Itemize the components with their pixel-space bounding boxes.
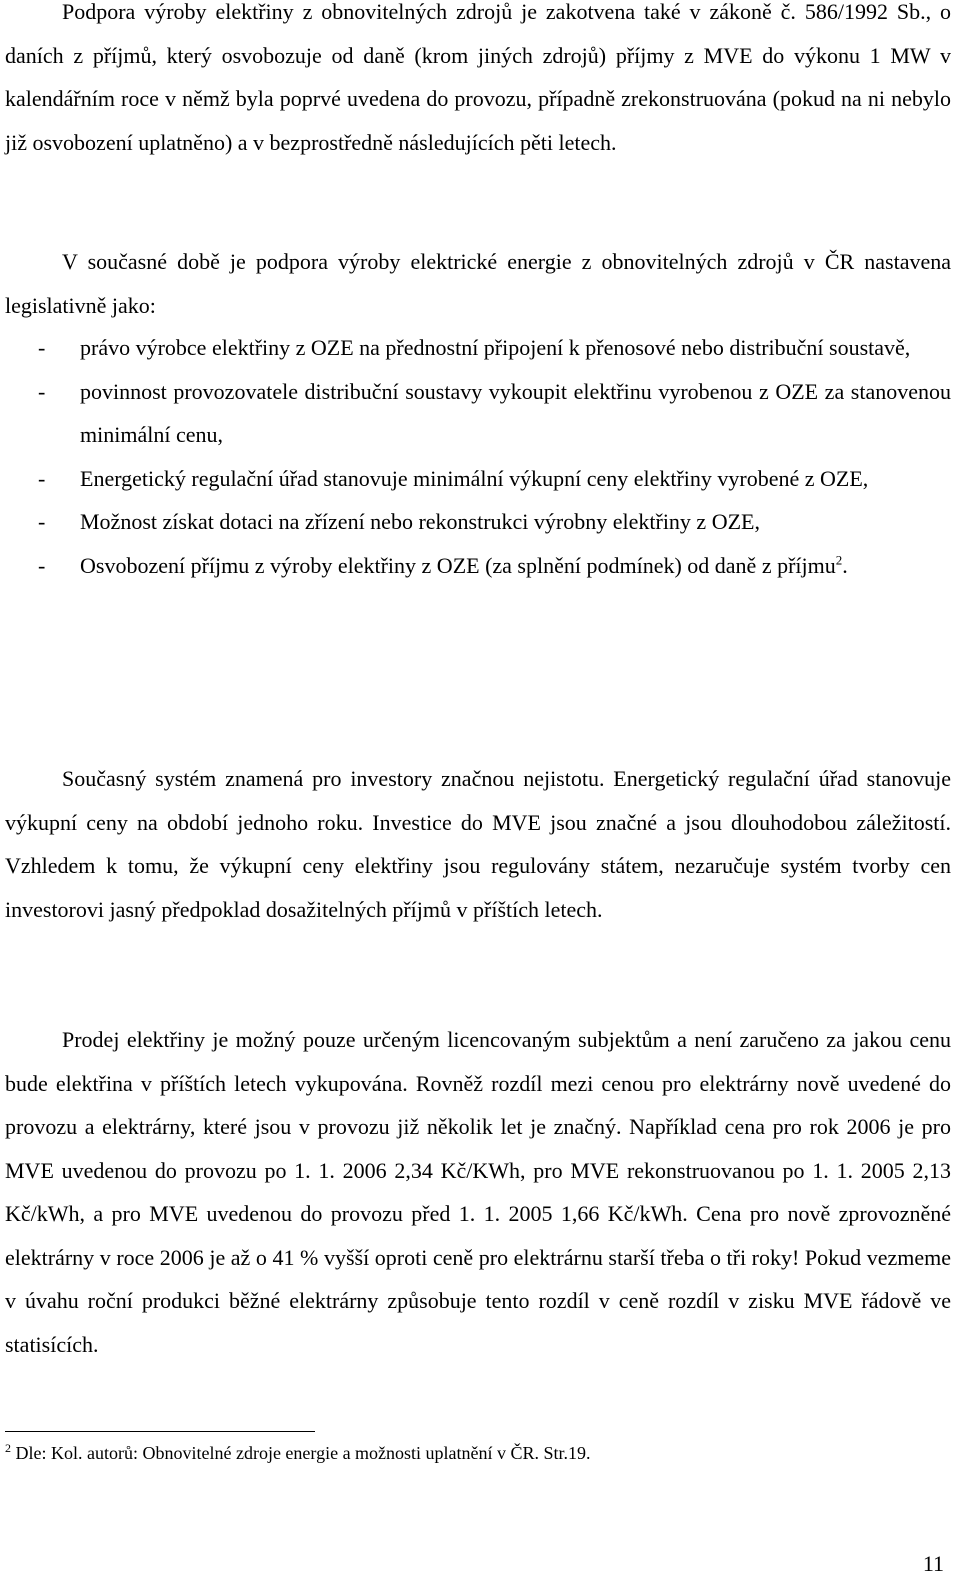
footnote	[5, 1441, 591, 1465]
footnote-separator	[5, 1431, 315, 1432]
list-item-text: Energetický regulační úřad stanovuje minimální výkupní ceny elektřiny vyrobené z OZE,	[80, 465, 869, 491]
list-item	[5, 500, 951, 544]
page-number: 11	[922, 1551, 944, 1576]
list-item-text: Možnost získat dotaci na zřízení nebo rekonstrukci výrobny elektřiny z OZE,	[80, 509, 760, 534]
paragraph-text: V současné době je podpora výroby elektrické energie z obnovitelných zdrojů v ČR nastavena legislativně jako:	[5, 249, 951, 318]
list-item	[5, 370, 951, 457]
footnote-reference[interactable]: 2	[835, 552, 843, 568]
list-item-text: Osvobození příjmu z výroby elektřiny z OZE (za splnění podmínek) od daně z příjmu	[80, 552, 836, 578]
list-dash: -	[38, 335, 46, 360]
footnote-text: Dle: Kol. autorů: Obnovitelné zdroje energie a možnosti uplatnění v ČR. Str.19.	[15, 1443, 591, 1463]
list-dash: -	[38, 378, 46, 404]
support-measures-list	[5, 326, 951, 587]
paragraph-text: Současný systém znamená pro investory značnou nejistotu. Energetický regulační úřad stanovuje výkupní ceny na období jednoho roku. Investice do MVE jsou značné a jsou dlouhodobou záležitostí. Vzhledem k tomu, že výkupní ceny elektřiny jsou regulovány státem, nezaručuje systém tvorby cen investorovi jasný předpoklad dosažitelných příjmů v příštích letech.	[5, 766, 951, 922]
list-item-text: povinnost provozovatele distribuční soustavy vykoupit elektřinu vyrobenou z OZE za stanovenou minimální cenu,	[80, 378, 951, 447]
paragraph-investor-uncertainty	[5, 757, 951, 931]
list-dash: -	[38, 465, 46, 491]
paragraph-tax-exemption	[5, 0, 951, 164]
list-item-text: právo výrobce elektřiny z OZE na přednostní připojení k přenosové nebo distribuční soustavě,	[80, 335, 911, 360]
footnote-number: 2	[5, 1441, 11, 1455]
list-dash: -	[38, 552, 46, 578]
list-item	[5, 326, 951, 370]
paragraph-text: Prodej elektřiny je možný pouze určeným licencovaným subjektům a není zaručeno za jakou cenu bude elektřina v příštích letech vykupována. Rovněž rozdíl mezi cenou pro elektrárny nově uvedené do provozu a elektrárny, které jsou v provozu již několik let je značný. Například cena pro rok 2006 je pro MVE uvedenou do provozu po 1. 1. 2006 2,34 Kč/KWh, pro MVE rekonstruovanou po 1. 1. 2005 2,13 Kč/kWh, a pro MVE uvedenou do provozu před 1. 1. 2005 1,66 Kč/kWh. Cena pro nově zprovozněné elektrárny v roce 2006 je až o 41 % vyšší oproti ceně pro elektrárnu starší třeba o tři roky! Pokud vezmeme v úvahu roční produkci běžné elektrárny způsobuje tento rozdíl v ceně rozdíl v zisku MVE řádově ve statisících.	[5, 1027, 951, 1357]
list-dash: -	[38, 509, 46, 534]
list-item-end: .	[842, 552, 848, 578]
paragraph-legislation-intro	[5, 240, 951, 327]
list-item	[5, 544, 951, 588]
paragraph-text: Podpora výroby elektřiny z obnovitelných zdrojů je zakotvena také v zákoně č. 586/1992 Sb., o daních z příjmů, který osvobozuje od daně (krom jiných zdrojů) příjmy z MVE do výkonu 1 MW v kalendářním roce v němž byla poprvé uvedena do provozu, případně zrekonstruována (pokud na ni nebylo již osvobození uplatněno) a v bezprostředně následujících pěti letech.	[5, 0, 951, 155]
paragraph-price-differences	[5, 1018, 951, 1366]
list-item	[5, 457, 951, 501]
